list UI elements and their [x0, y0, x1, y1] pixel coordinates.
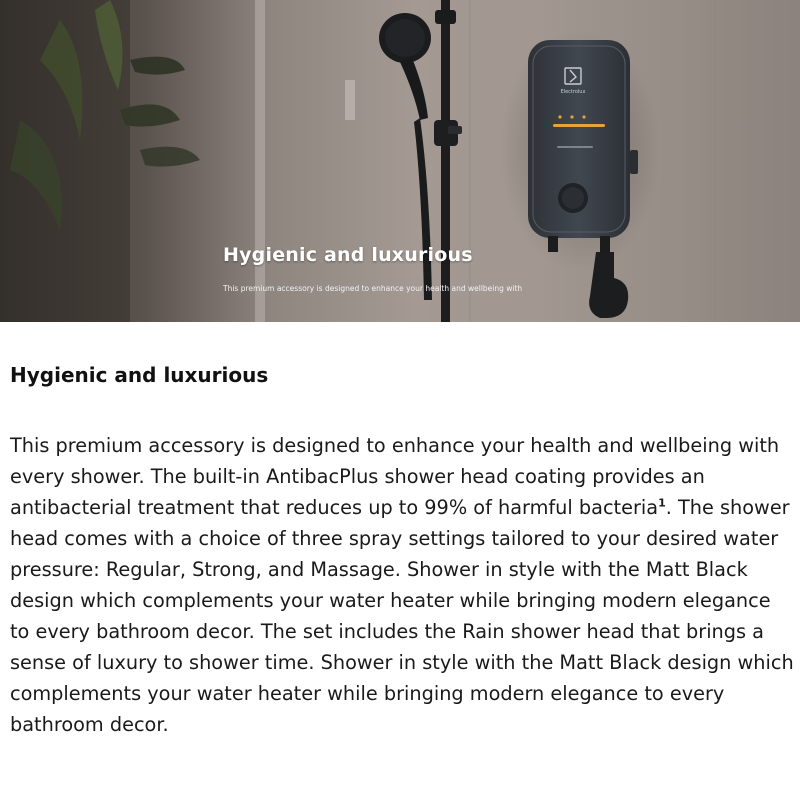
- indicator-light-bar: [553, 124, 605, 127]
- article-body: [10, 430, 796, 740]
- slide-rail: [441, 0, 450, 322]
- article-body-part2: . The shower head comes with a choice of three spray settings tailored to your desired water pressure: Regular, Strong, and Massage. Shower in style with the Matt Black design which complements your water heater while bringing modern elegance to every bathroom decor. The set includes the Rain shower head that brings a sense of luxury to shower time. Shower in style with the Matt Black design which complements your water heater while bringing modern elegance to every bathroom decor.: [10, 496, 794, 736]
- hero-caption: This premium accessory is designed to enhance your health and wellbeing with: [223, 284, 523, 293]
- svg-text:Electrolux: Electrolux: [560, 89, 586, 95]
- footnote-marker: 1: [658, 496, 666, 510]
- article-heading: Hygienic and luxurious: [10, 363, 269, 387]
- hero-banner: [0, 0, 800, 322]
- water-heater: [528, 40, 638, 238]
- plant-leaves-icon: [0, 0, 200, 322]
- hero-photo: [0, 0, 800, 322]
- hero-title: Hygienic and luxurious: [223, 244, 473, 266]
- article-body-part1: This premium accessory is designed to enhance your health and wellbeing with every shower. The built-in AntibacPlus shower head coating provides an antibacterial treatment that reduces up to 99% of harmful bacteria: [10, 434, 780, 519]
